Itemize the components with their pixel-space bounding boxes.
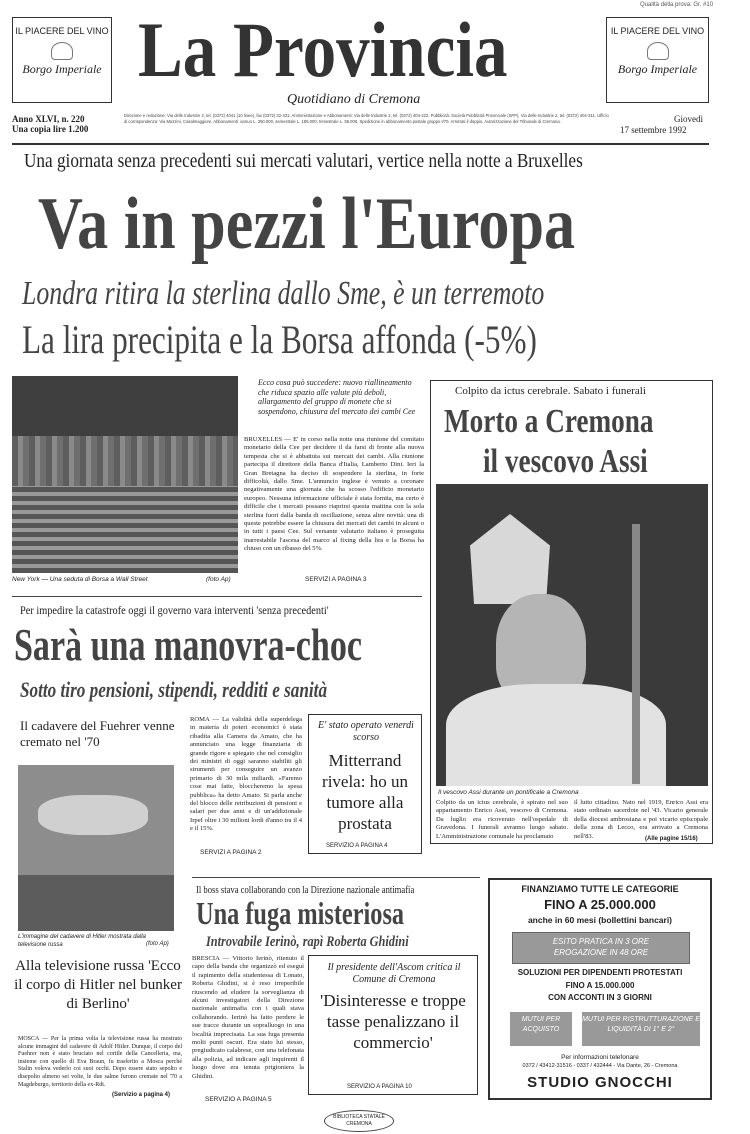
lead-ref: SERVIZI A PAGINA 3 [305, 576, 367, 583]
ad-phones: 0372 / 43412-31516 - 0337 / 432444 - Via Dante, 26 - Cremona [522, 1063, 678, 1069]
manovra-body: ROMA — La validità della superdelega in materia di poteri economici è stata ribadita alla Camera da Amato, che ha annunciato una legge finanziaria di grande rigore e spiegato che nel consiglio dei ministri di oggi saranno stabiliti gli strumenti per conseguire un avanzo primario di 30 mila miliardi. «Faremo cose mai fatte, bloccheremo la spesa pubblica» ha detto Amato. Si parla anche del blocco delle retribuzioni di pensioni e salari per due anni e di un'addizionale Irpef oltre i 30 milioni lordi d'anno tra il 4 e il 15%. [190, 716, 302, 833]
ad-highlight [512, 932, 690, 964]
bishop-caption: Il vescovo Assi durante un pontificale a Cremona [438, 789, 579, 796]
lead-intro: Ecco cosa può succedere: nuovo riallineamento che riduca spazio alle valute più deboli, allargamento del gruppo di monete che si sospendono, chiusura del mercato dei cambi Cee [258, 378, 416, 416]
quality-stamp: Qualità della prova: Gr. #10 [640, 2, 714, 8]
ad-line1: FINANZIAMO TUTTE LE CATEGORIE [521, 884, 679, 894]
wall-street-credit: (foto Ap) [206, 576, 231, 583]
ad-line2: FINO A 25.000.000 [544, 897, 656, 912]
mitterrand-kicker: E' stato operato venerdì scorso [318, 720, 414, 743]
masthead-title-wrap [138, 6, 598, 93]
fuga-headline: Una fuga misteriosa [196, 895, 405, 931]
ad-line5: EROGAZIONE IN 48 ORE [553, 948, 649, 957]
manovra-headline-wrap [14, 620, 429, 670]
ascom-kicker: Il presidente dell'Ascom critica il Comune di Cremona [327, 962, 461, 985]
manovra-kicker-wrap [20, 601, 430, 617]
hitler-caption: L'immagine del cadavere di Hitler mostrata dalla televisione russa [18, 934, 146, 948]
bishop-headline1: Morto a Cremona [444, 403, 654, 440]
fuga-ref: SERVIZIO A PAGINA 5 [205, 1096, 272, 1103]
bishop-headline2-wrap [466, 442, 706, 482]
hitler-photo-shadow [18, 875, 174, 931]
ad-line8: CON ACCONTI IN 3 GIORNI [548, 993, 652, 1002]
bishop-kicker: Colpito da ictus cerebrale. Sabato i funerali [455, 385, 646, 397]
mitre-shape [470, 514, 550, 604]
ad-box2: MUTUI PER RISTRUTTURAZIONE E LIQUIDITÀ DI 1° E 2° [582, 1012, 700, 1046]
fuga-subhead: Introvabile Ierinò, rapì Roberta Ghidini [206, 934, 409, 950]
ad-line7: FINO A 15.000.000 [565, 981, 635, 990]
masthead-title: La Provincia [138, 6, 508, 93]
hitler-ref: (Servizio a pagina 4) [112, 1092, 171, 1098]
ascom-ref: SERVIZIO A PAGINA 10 [347, 1084, 412, 1090]
bishop-photo [436, 484, 708, 786]
ad-line4: ESITO PRATICA IN 3 ORE [552, 937, 650, 946]
wine-ad-right-crest-icon [647, 42, 669, 60]
manovra-rule [12, 596, 422, 597]
masthead-subtitle: Quotidiano di Cremona [287, 92, 421, 107]
wine-ad-left-brand: Borgo Imperiale [22, 62, 102, 76]
lead-kicker: Una giornata senza precedenti sui mercati valutari, vertice nella notte a Bruxelles [24, 150, 583, 172]
wine-ad-right-top: IL PIACERE DEL VINO [610, 26, 705, 36]
issue-price: Una copia lire 1.200 [12, 124, 89, 134]
hitler-photo [18, 765, 174, 931]
manovra-ref: SERVIZI A PAGINA 2 [200, 849, 262, 856]
hitler-body: MOSCA — Per la prima volta la televisione russa ha mostrato alcune immagini del cadavere di Adolf Hitler. Dunque, il corpo del Fuehrer non è stato bruciato nel cortile della Cancelleria, ma, insieme con quello di Eva Braun, fu trasferito a Mosca perché Stalin voleva vederlo coi suoi occhi. Dopo essere stato sepolto e disepolto almeno sei volte, le due salme furono cremate nel '70 a Magdeburgo, territorio della ex-Rdt. [18, 1036, 182, 1088]
bishop-col1: Colpito da un ictus cerebrale, è spirato nel suo appartamento Enrico Assi, vescovo di Cremona. Da luglio era ricoverato nell'ospedale di Gravedona. I funerali avranno luogo sabato. L'Amministrazione comunale ha proclamato [436, 799, 568, 840]
mitterrand-headline: Mitterrand rivela: ho un tumore alla prostata [322, 751, 408, 833]
manovra-subhead: Sotto tiro pensioni, stipendi, redditi e sanità [20, 677, 328, 702]
wall-street-caption: New York — Una seduta di Borsa a Wall Street [12, 576, 148, 583]
ad-company: STUDIO GNOCCHI [527, 1074, 673, 1091]
photo-board [12, 376, 238, 436]
bishop-ref: (Alle pagine 15/16) [645, 836, 698, 842]
hitler-credit: (foto Ap) [146, 941, 169, 947]
lead-subhead: Londra ritira la sterlina dallo Sme, è un terremoto [22, 275, 545, 312]
lead-headline-wrap [38, 180, 718, 270]
lead-subhead2: La lira precipita e la Borsa affonda (-5%) [22, 317, 537, 362]
mitterrand-ref: SERVIZIO A PAGINA 4 [326, 843, 388, 849]
hitler-photo-figure [38, 795, 148, 835]
masthead-fineprint: Direzione e redazione: Via delle Industrie 2, tel. (0372) 4041 (10 linee), fax (0372) 32-431. Amministrazione e Abbonamenti: Via delle Industrie 2, tel. (0372) 404-222. Pubblicità: Società Pubblicità Provinciale (SPP), Via delle Industrie 2, tel. (0372) 404-311. Ufficio di corrispondenza: Via Mazzini, Casalmaggiore. Abbonamenti: annuo L. 350.000, semestrale L. 185.000, trimestrale L. 95.000. Spedizione in abbonamento postale gruppo I/70. Arretrati il doppio. Autorizzazione del Tribunale di Cremona. [124, 113, 609, 124]
bishop-headline2: il vescovo Assi [483, 443, 648, 480]
issue-number: Anno XLVI, n. 220 [12, 114, 85, 124]
issue-date: 17 settembre 1992 [620, 125, 687, 135]
fuga-rule [192, 877, 480, 878]
bishop-col2: il lutto cittadino. Nato nel 1919, Enrico Assi era stato ordinato sacerdote nel '43. Vicario generale della diocesi ambrosiana e poi vicario episcopale della zona di Lecco, era arrivato a Cremona nell'83. [574, 799, 708, 840]
fuga-headline-wrap [196, 895, 486, 931]
lead-subhead2-wrap [22, 318, 722, 362]
fuga-kicker: Il boss stava collaborando con la Direzione nazionale antimafia [196, 885, 415, 896]
ascom-quote: 'Disinteresse e troppe tasse penalizzano il commercio' [320, 991, 466, 1052]
issue-day: Giovedì [674, 114, 703, 124]
manovra-kicker: Per impedire la catastrofe oggi il governo vara interventi 'senza precedenti' [20, 603, 329, 617]
lead-kicker-wrap [24, 150, 714, 174]
bishop-headline1-wrap [440, 402, 710, 442]
ad-box1: MUTUI PER ACQUISTO [510, 1012, 572, 1046]
wine-ad-right [606, 17, 709, 103]
manovra-headline: Sarà una manovra-choc [14, 619, 362, 670]
fuga-body: BRESCIA — Vittorio Ierinò, ritenuto il capo della banda che organizzò ed eseguì il rapimento della studentessa di Lonato, Roberta Ghidini, si è reso irreperibile riuscendo ad eludere la sorveglianza di alcuni investigatori della Direzione nazionale antimafia con i quali stava collaborando. Ierinò ha fatto perdere le sue tracce durante un sopralluogo in una località imprecisata. La sua fuga presenta molti punti oscuri. Era stato lui stesso, pregiudicato calabrese, con una telefonata alla polizia, ad indicare agli inquirenti il luogo dove era tenuta prigioniera la Ghidini. [192, 955, 304, 1080]
masthead-rule [12, 143, 709, 145]
photo-crowd [12, 486, 238, 573]
manovra-subhead-wrap [20, 676, 430, 704]
wine-ad-left [12, 17, 112, 103]
fuga-subhead-wrap [206, 933, 486, 951]
wall-street-photo [12, 376, 238, 573]
lead-body: BRUXELLES — E' in corso nella notte una riunione del comitato monetario della Cee per decidere il da farsi di fronte alla nuova tempesta che si è abbattuta sui mercati dei cambi. Alla riunione partecipa il direttore della Banca d'Italia, Lamberto Dini. Ieri la Gran Bretagna ha deciso di sospendere la sterlina, in forte difficoltà, dallo Sme. L'annuncio inglese è venuto a coronare negativamente una giornata che ha scosso l'edificio monetario europeo. Nessuna informazione ufficiale è stata fornita, ma certo è difficile che i mercati possano riaprirsi questa mattina con la sola sterlina fuori dalla banda di oscillazione, senza altre novità: una di queste potrebbe essere la chiusura dei mercati dei cambi in alcuni o in tutti i paesi Cee. Sul versante valutario italiano è proseguita inarrestabile l'ascesa del marco al fixing della lira e la Borsa ha chiuso con un ribasso del 5%. [244, 436, 424, 553]
wine-ad-left-crest-icon [51, 42, 73, 60]
lead-subhead-wrap [22, 275, 712, 315]
ad-line3: anche in 60 mesi (bollettini bancari) [527, 915, 673, 925]
wine-ad-right-brand: Borgo Imperiale [617, 62, 698, 76]
library-stamp: BIBLIOTECA STATALE CREMONA [324, 1110, 394, 1132]
fuga-kicker-wrap [196, 880, 486, 894]
hitler-headline: Alla televisione russa 'Ecco il corpo di Hitler nel bunker di Berlino' [14, 958, 182, 1012]
ad-info: Per informazioni telefonare [561, 1054, 639, 1061]
ad-line6: SOLUZIONI PER DIPENDENTI PROTESTATI [517, 968, 683, 977]
hitler-top: Il cadavere del Fuehrer venne cremato nel '70 [20, 718, 175, 749]
wine-ad-left-top: IL PIACERE DEL VINO [15, 26, 109, 36]
crozier-icon [632, 524, 640, 784]
lead-headline: Va in pezzi l'Europa [38, 183, 576, 265]
